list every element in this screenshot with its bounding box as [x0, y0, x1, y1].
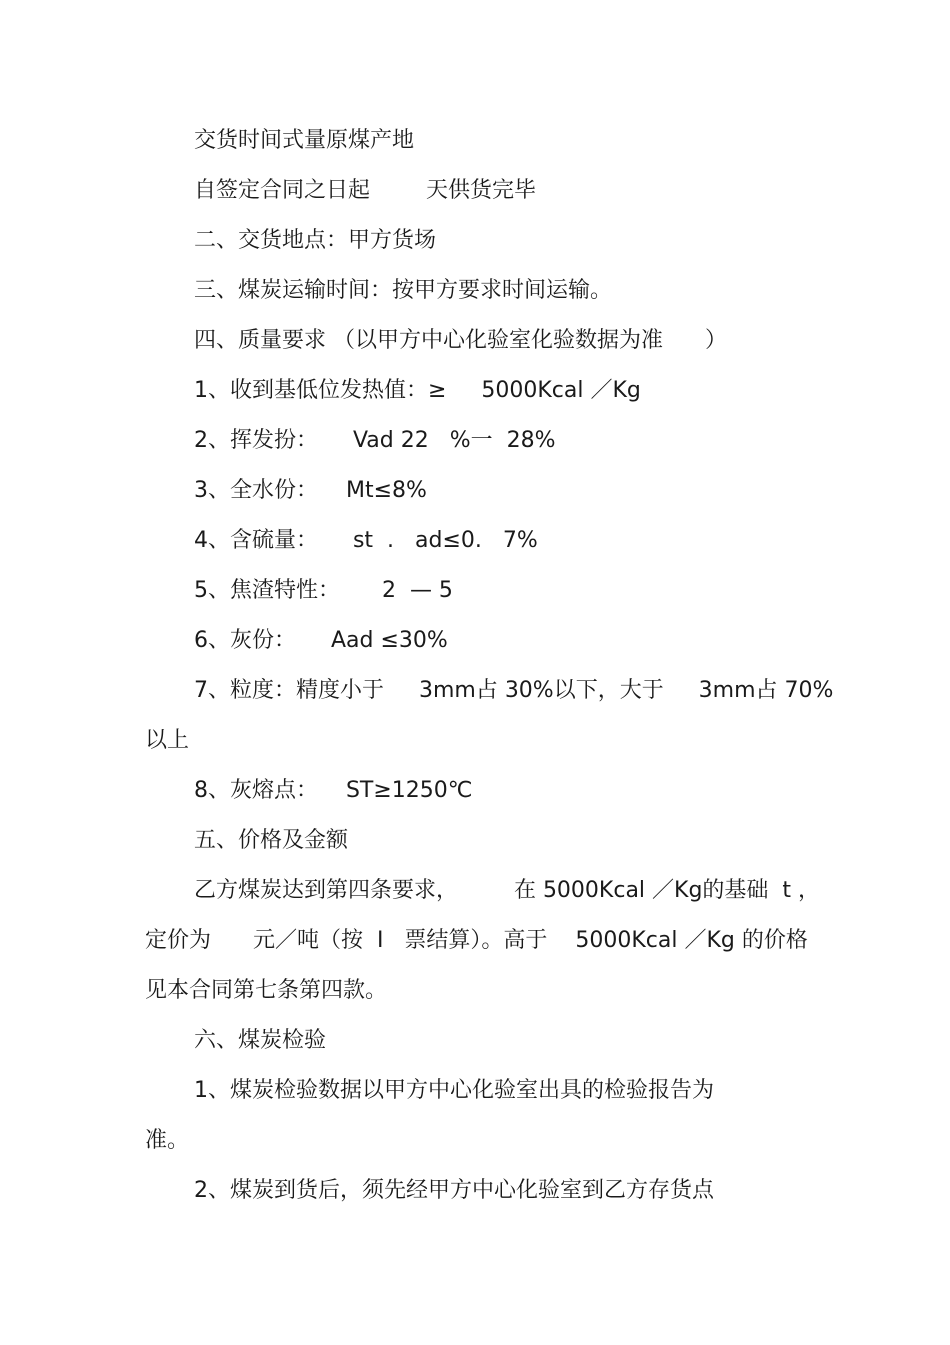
inspection-item-1-cont: 准。: [145, 1128, 190, 1153]
text-line-delivery-header: 交货时间式量原煤产地: [194, 128, 415, 153]
quality-item-calorific: 1、收到基低位发热值：≥ 5000Kcal ／Kg: [194, 378, 641, 403]
inspection-item-2: 2、煤炭到货后，须先经甲方中心化验室到乙方存货点: [194, 1178, 714, 1203]
quality-item-coke-residue: 5、焦渣特性： 2 — 5: [194, 578, 453, 603]
inspection-item-1: 1、煤炭检验数据以甲方中心化验室出具的检验报告为: [194, 1078, 714, 1103]
price-paragraph-line-1: 乙方煤炭达到第四条要求， 在 5000Kcal ／Kg的基础 t ，: [194, 878, 821, 903]
section-heading-inspection: 六、煤炭检验: [194, 1028, 327, 1053]
quality-item-volatile: 2、挥发扮： Vad 22 %一 28%: [194, 428, 556, 453]
section-heading-transport-time: 三、煤炭运输时间：按甲方要求时间运输。: [194, 278, 613, 303]
quality-item-granularity-cont: 以上: [145, 728, 190, 753]
quality-item-granularity: 7、粒度：精度小于 3mm占 30%以下，大于 3mm占 70%: [194, 678, 834, 703]
quality-item-ash-fusion: 8、灰熔点： ST≥1250℃: [194, 778, 473, 803]
section-heading-delivery-location: 二、交货地点：甲方货场: [194, 228, 437, 253]
quality-item-moisture: 3、全水份： Mt≤8%: [194, 478, 427, 503]
section-heading-price: 五、价格及金额: [194, 828, 349, 853]
price-paragraph-line-3: 见本合同第七条第四款。: [145, 978, 388, 1003]
price-paragraph-line-2: 定价为 元／吨（按 I 票结算）。高于 5000Kcal ／Kg 的价格: [145, 928, 808, 953]
section-heading-quality: 四、质量要求 （以甲方中心化验室化验数据为准 ）: [194, 328, 727, 353]
quality-item-ash: 6、灰份： Aad ≤30%: [194, 628, 448, 653]
text-line-delivery-time: 自签定合同之日起 天供货完毕: [194, 178, 536, 203]
quality-item-sulfur: 4、含硫量： st . ad≤0. 7%: [194, 528, 538, 553]
